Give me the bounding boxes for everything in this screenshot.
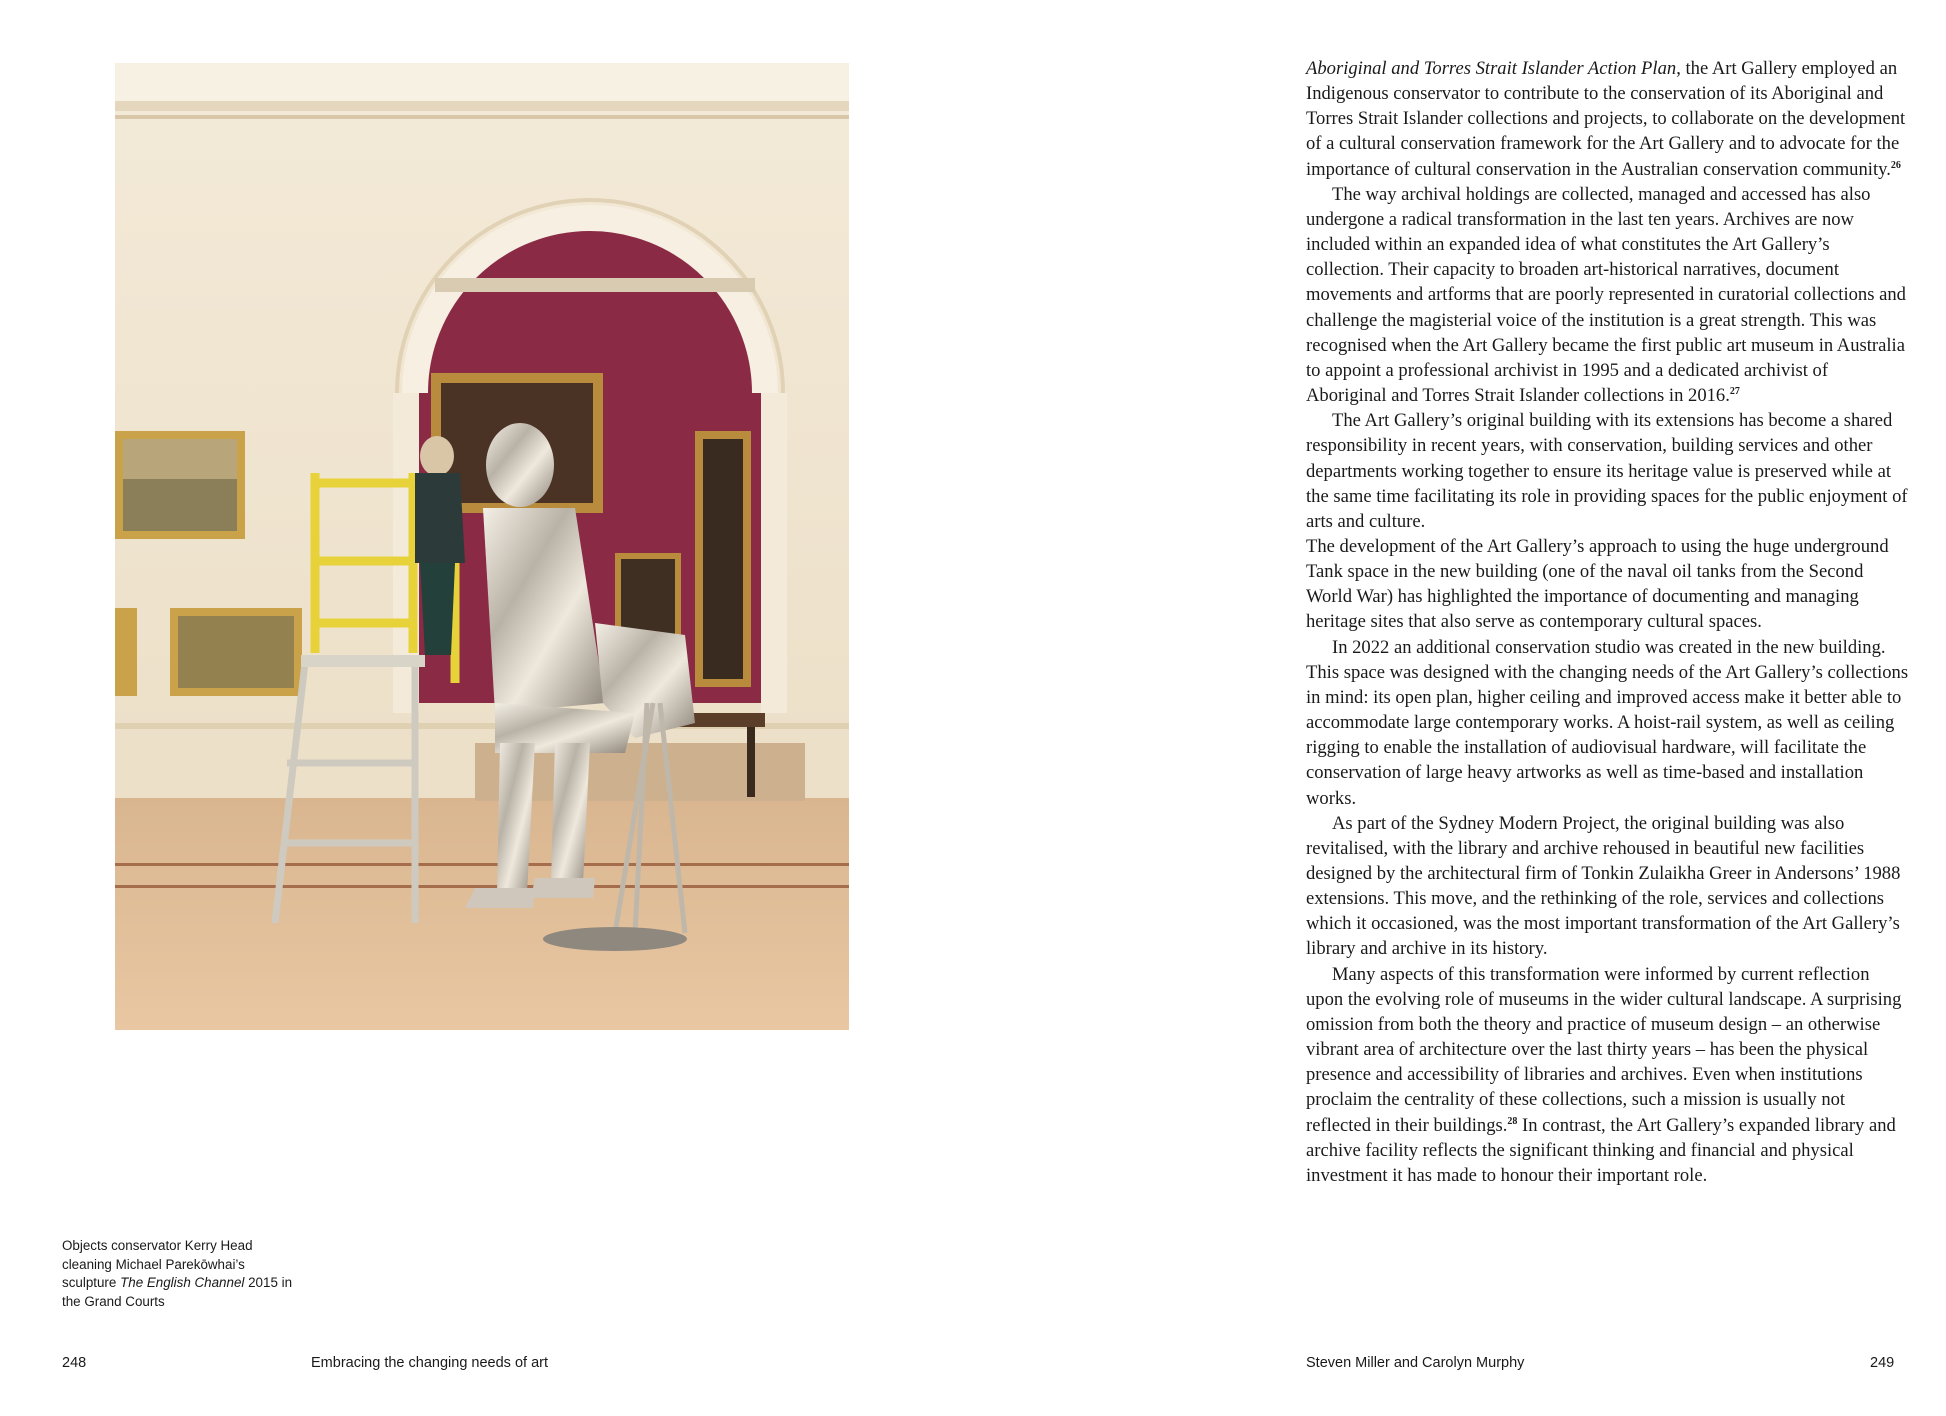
paragraph-6-text-b: In contrast, the Art Gallery’s expanded library and archive facility reflects the significant thinking and financial and physical investment it has made to honour their important role. [1306,1114,1896,1186]
caption-text-end: 2015 in the Grand Courts [62,1275,293,1310]
paragraph-4 [1306,635,1910,811]
action-plan-title: Aboriginal and Torres Strait Islander Action Plan [1306,58,1677,79]
footnote-ref-27[interactable]: 27 [1729,386,1740,398]
footnote-ref-26[interactable]: 26 [1890,159,1901,171]
paragraph-6 [1306,962,1910,1188]
paragraph-3-text: The Art Gallery’s original building with its extensions has become a shared responsibility in recent years, with conservation, building services and other departments working together to ensure its heritage value is preserved while at the same time facilitating its role in providing spaces for the public enjoyment of arts and culture. [1306,410,1908,532]
right-running-title: Steven Miller and Carolyn Murphy [1306,1355,1525,1371]
body-text [1306,56,1910,1188]
paragraph-2 [1306,182,1910,408]
left-page-number: 248 [62,1355,87,1371]
left-running-title: Embracing the changing needs of art [311,1355,548,1371]
paragraph-6-text-a: Many aspects of this transformation were informed by current reflection upon the evolving role of museums in the wider cultural landscape. A surprising omission from both the theory and practice of museum design – an otherwise vibrant area of architecture over the last thirty years – has been the physical presence and accessibility of libraries and archives. Even when institutions proclaim the centrality of these collections, such a mission is usually not reflected in their buildings. [1306,963,1902,1136]
footnote-ref-28[interactable]: 28 [1507,1115,1518,1127]
paragraph-3b-text: The development of the Art Gallery’s approach to using the huge underground Tank space in the new building (one of the naval oil tanks from the Second World War) has highlighted the importance of documenting and managing heritage sites that also serve as contemporary cultural spaces. [1306,535,1889,633]
caption-artwork-title: The English Channel [120,1275,245,1291]
paragraph-1 [1306,56,1910,182]
paragraph-1-text: , the Art Gallery employed an Indigenous conservator to contribute to the conservation of its Aboriginal and Torres Strait Islander collections and projects, to collaborate on the development of a cultural conservation framework for the Art Gallery and to advocate for the importance of cultural conservation in the Australian conservation community. [1306,58,1906,180]
paragraph-2-text: The way archival holdings are collected, managed and accessed has also undergone a radical transformation in the last ten years. Archives are now included within an expanded idea of what constitutes the Art Gallery’s collection. Their capacity to broaden art-historical narratives, document movements and artforms that are poorly represented in curatorial collections and challenge the magisterial voice of the institution is a great strength. This was recognised when the Art Gallery became the first public art museum in Australia to appoint a professional archivist in 1995 and a dedicated archivist of Aboriginal and Torres Strait Islander collections in 2016. [1306,183,1906,407]
photo-caption [62,1237,302,1312]
paragraph-4-text: In 2022 an additional conservation studio was created in the new building. This space was designed with the changing needs of the Art Gallery’s collections in mind: its open plan, higher ceiling and improved access make it better able to accommodate large contemporary works. A hoist-rail system, as well as ceiling rigging to enable the installation of audiovisual hardware, will facilitate the conservation of large heavy artworks as well as time-based and installation works. [1306,636,1909,809]
gallery-photo-illustration [115,63,849,1030]
caption-text-start: Objects conservator Kerry Head cleaning Michael Parekōwhai’s sculpture [62,1238,253,1291]
paragraph-5 [1306,811,1910,962]
paragraph-5-text: As part of the Sydney Modern Project, the original building was also revitalised, with the library and archive rehoused in beautiful new facilities designed by the architectural firm of Tonkin Zulaikha Greer in Andersons’ 1988 extensions. This move, and the rethinking of the role, services and collections which it occasioned, was the most important transformation of the Art Gallery’s library and archive in its history. [1306,812,1901,960]
paragraph-3 [1306,408,1910,534]
gallery-photo [115,63,849,1030]
right-page-number: 249 [1870,1355,1895,1371]
paragraph-3b [1306,534,1910,635]
